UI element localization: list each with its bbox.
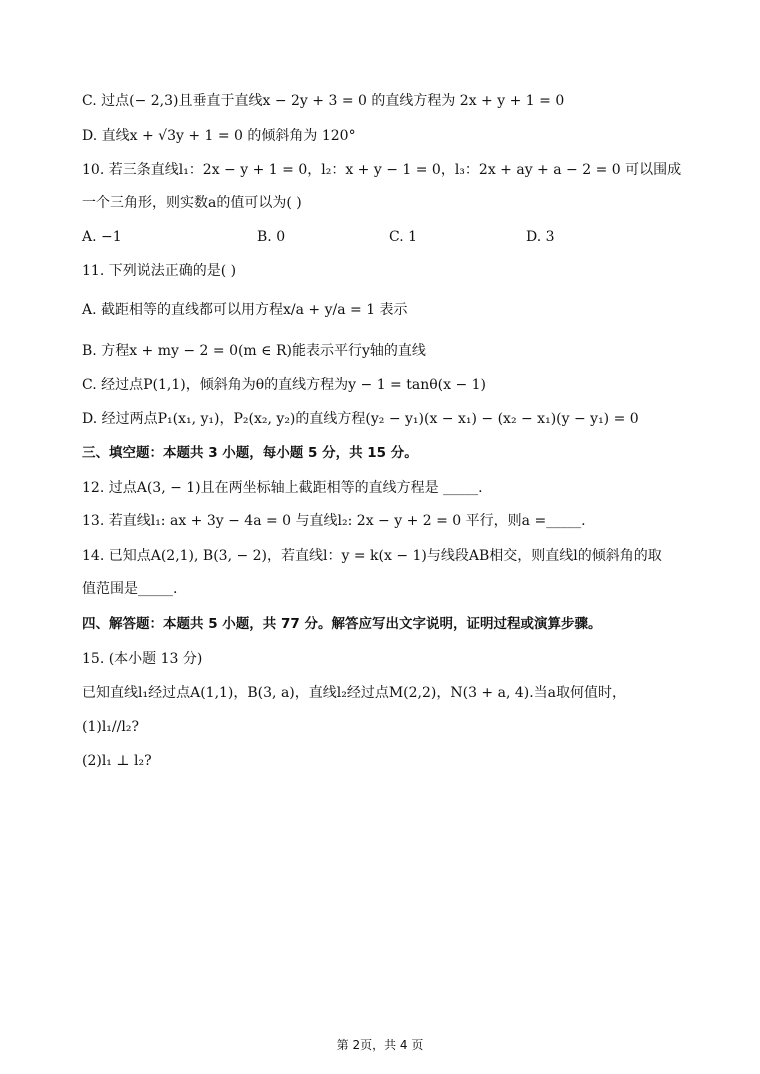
page-footer: 第 2页，共 4 页 (336, 1038, 424, 1052)
question-14-line-2: 值范围是_____. (82, 581, 178, 597)
question-10-option-a: A. −1 (82, 229, 122, 245)
question-15-part-1: (1)l₁//l₂? (82, 719, 139, 735)
question-15-part-2: (2)l₁ ⊥ l₂? (82, 753, 152, 769)
question-11-stem: 11. 下列说法正确的是( ) (82, 263, 237, 279)
question-10-option-d: D. 3 (526, 229, 555, 245)
question-14-line-1: 14. 已知点A(2,1), B(3, − 2)，若直线l：y = k(x − 1)与线段AB相交，则直线l的倾斜角的取 (82, 548, 662, 564)
question-11-option-b: B. 方程x + my − 2 = 0(m ∈ R)能表示平行y轴的直线 (82, 343, 426, 359)
question-10-option-b: B. 0 (257, 229, 286, 245)
section-3-heading: 三、填空题：本题共 3 小题，每小题 5 分，共 15 分。 (82, 445, 418, 461)
question-15-stem: 已知直线l₁经过点A(1,1)，B(3, a)，直线l₂经过点M(2,2)，N(3 + a, 4).当a取何值时， (82, 685, 627, 701)
question-10-stem-line-1: 10. 若三条直线l₁：2x − y + 1 = 0，l₂：x + y − 1 = 0，l₃：2x + ay + a − 2 = 0 可以围成 (82, 162, 682, 178)
question-9-option-c: C. 过点(− 2,3)且垂直于直线x − 2y + 3 = 0 的直线方程为 2x + y + 1 = 0 (82, 93, 565, 109)
question-13: 13. 若直线l₁: ax + 3y − 4a = 0 与直线l₂: 2x − y + 2 = 0 平行，则a =_____. (82, 513, 586, 529)
question-11-option-c: C. 经过点P(1,1)，倾斜角为θ的直线方程为y − 1 = tanθ(x − 1) (82, 377, 487, 393)
section-4-heading: 四、解答题：本题共 5 小题，共 77 分。解答应写出文字说明，证明过程或演算步骤。 (82, 616, 602, 632)
question-11-option-d: D. 经过两点P₁(x₁, y₁)，P₂(x₂, y₂)的直线方程(y₂ − y₁)(x − x₁) − (x₂ − x₁)(y − y₁) = 0 (82, 411, 639, 427)
question-10-option-c: C. 1 (389, 229, 418, 245)
question-11-option-a: A. 截距相等的直线都可以用方程x/a + y/a = 1 表示 (82, 302, 408, 318)
question-15-header: 15. (本小题 13 分) (82, 651, 203, 667)
question-12: 12. 过点A(3, − 1)且在两坐标轴上截距相等的直线方程是 _____. (82, 480, 483, 496)
question-9-option-d: D. 直线x + √3y + 1 = 0 的倾斜角为 120° (82, 128, 356, 144)
question-10-stem-line-2: 一个三角形，则实数a的值可以为( ) (82, 195, 302, 211)
